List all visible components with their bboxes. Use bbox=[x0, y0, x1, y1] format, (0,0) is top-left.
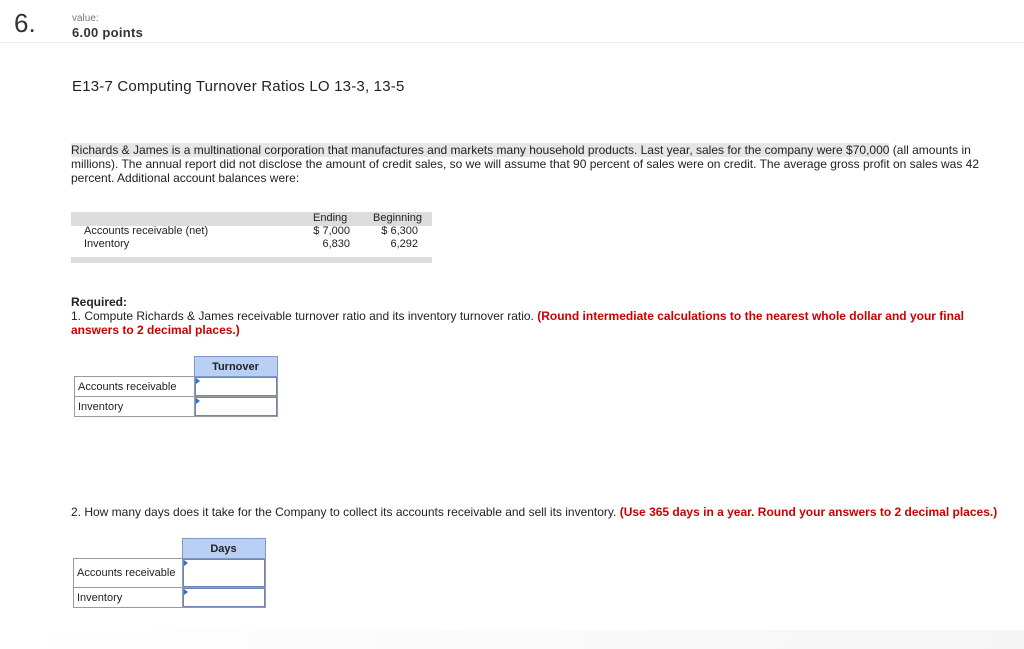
balance-row-beginning: $ 6,300 bbox=[381, 225, 418, 237]
question-points: 6.00 points bbox=[72, 25, 144, 40]
intro-highlighted-text: Richards & James is a multinational corporation that manufactures and markets many household products. Last year, sales for the company were $70,000 bbox=[71, 143, 890, 157]
balance-row-ending: 6,830 bbox=[322, 238, 350, 250]
bottom-fade bbox=[0, 630, 1024, 649]
turnover-input-cell bbox=[194, 397, 277, 417]
turnover-column-header: Turnover bbox=[194, 357, 277, 377]
balance-row-beginning: 6,292 bbox=[390, 238, 418, 250]
account-balances-table bbox=[71, 212, 432, 263]
value-label: value: bbox=[72, 13, 99, 24]
problem-title: E13-7 Computing Turnover Ratios LO 13-3, 13-5 bbox=[72, 78, 405, 95]
balance-row-label: Accounts receivable (net) bbox=[84, 225, 209, 237]
q2-instruction: (Use 365 days in a year. Round your answers to 2 decimal places.) bbox=[619, 505, 998, 519]
input-marker-icon bbox=[196, 398, 200, 404]
balance-row-ending: $ 7,000 bbox=[313, 225, 350, 237]
q1-text: 1. Compute Richards & James receivable turnover ratio and its inventory turnover ratio. bbox=[71, 309, 534, 323]
col-header-ending: Ending bbox=[313, 212, 348, 224]
days-row-label: Accounts receivable bbox=[74, 559, 183, 588]
q2-section bbox=[71, 505, 1016, 519]
required-heading: Required: bbox=[71, 295, 128, 309]
turnover-answer-table bbox=[74, 356, 278, 417]
input-marker-icon bbox=[184, 589, 188, 595]
turnover-corner-cell bbox=[75, 357, 195, 377]
col-header-beginning: Beginning bbox=[373, 212, 422, 224]
inventory-turnover-input[interactable] bbox=[195, 397, 277, 416]
days-input-cell bbox=[182, 588, 265, 608]
q1-instruction: (Round intermediate calculations to the nearest whole dollar and your final answers to 2 decimal places.) bbox=[71, 309, 964, 337]
days-corner-cell bbox=[74, 539, 183, 559]
turnover-row-label: Inventory bbox=[75, 397, 195, 417]
balance-row-label: Inventory bbox=[84, 238, 130, 250]
q2-text: 2. How many days does it take for the Company to collect its accounts receivable and sell its inventory. bbox=[71, 505, 617, 519]
intro-rest-text: (all amounts in millions). The annual report did not disclose the amount of credit sales, so we will assume that 90 percent of sales were on credit. The average gross profit on sales was 42 percent. Additional account balances were: bbox=[71, 143, 980, 185]
inventory-days-input[interactable] bbox=[183, 588, 265, 607]
input-marker-icon bbox=[184, 560, 188, 566]
balances-bottom-bar bbox=[71, 257, 432, 263]
input-marker-icon bbox=[196, 378, 200, 384]
days-column-header: Days bbox=[182, 539, 265, 559]
days-row-label: Inventory bbox=[74, 588, 183, 608]
header-divider bbox=[0, 42, 1024, 43]
turnover-input-cell bbox=[194, 377, 277, 397]
days-input-cell bbox=[182, 559, 265, 588]
turnover-row-label: Accounts receivable bbox=[75, 377, 195, 397]
problem-intro bbox=[71, 143, 1001, 185]
days-answer-table bbox=[73, 538, 266, 608]
receivable-turnover-input[interactable] bbox=[195, 377, 277, 396]
question-number: 6. bbox=[14, 8, 36, 38]
receivable-days-input[interactable] bbox=[183, 559, 265, 587]
required-section bbox=[71, 295, 1001, 337]
